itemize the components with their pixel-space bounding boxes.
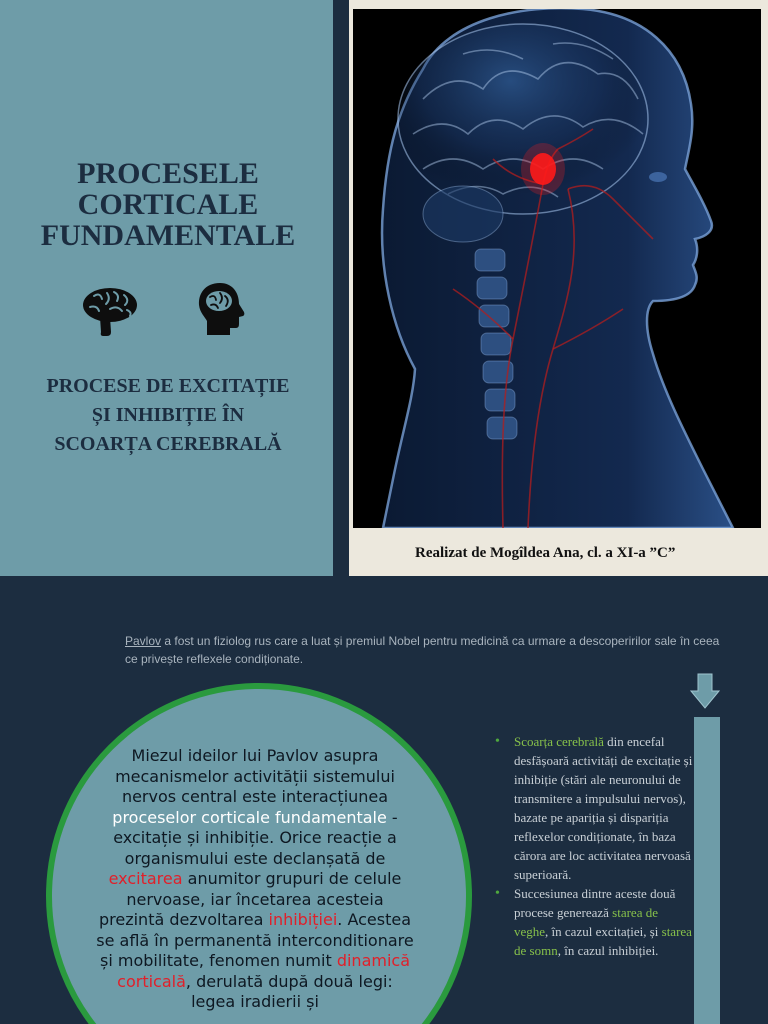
circle-text: anumitor grupuri de celule nervoase, iar încetarea acesteia prezintă dezvoltarea [98,869,402,929]
highlight-term: excitarea [108,869,183,888]
highlight-term: starea de veghe [514,905,658,939]
head-anatomy-xray-image [353,9,761,528]
highlight-term: proceselor corticale fundamentale [112,807,387,827]
title-line: PROCESELE [77,157,259,190]
circle-text: Miezul ideilor lui Pavlov asupra mecanismelor activității sistemului nervos central este interacțiunea [115,746,395,806]
head-brain-icon [190,281,250,337]
bullet-item [495,884,695,960]
highlight-term: dinamică corticală [117,951,411,991]
pavlov-link[interactable]: Pavlov [125,634,162,648]
content-slide [0,576,768,1024]
title-line: FUNDAMENTALE [40,219,296,252]
subtitle-line: ȘI INHIBIȚIE ÎN [91,404,245,426]
intro-paragraph [125,632,725,668]
author-credit: Realizat de Mogîldea Ana, cl. a XI-a ”C” [415,545,676,561]
bullet-text: , în cazul inhibiției. [557,943,659,958]
title-line: CORTICALE [77,188,259,221]
highlight-term: starea de somn [514,924,692,958]
bullet-text: Succesiunea dintre aceste două procese generează [514,886,676,920]
brain-icon [80,283,140,339]
slide-title [10,158,326,251]
subtitle-line: SCOARȚA CEREBRALĂ [54,433,282,455]
subtitle-line: PROCESE DE EXCITAȚIE [46,375,290,397]
bullet-item [495,732,695,884]
highlight-term: Scoarța cerebrală [514,734,604,749]
bullet-list [495,732,695,960]
slide-subtitle [20,372,316,459]
down-arrow-icon [690,673,720,709]
panel-divider [333,0,349,576]
circle-text: , derulată după două legi: legea iradierii și [185,971,393,1011]
bullet-text: , în cazul excitației, și [545,924,662,939]
bullet-text: din encefal desfășoară activități de excitație și inhibiție (stări ale neuronului de transmitere a impulsului nervos), bazate pe apariția și dispariția reflexelor condiționate, în baza cărora are loc activitatea nervoasă superioară. [514,734,693,882]
intro-text: a fost un fiziolog rus care a luat și premiul Nobel pentru medicină ca urmare a descoperirilor sale în ceea ce privește reflexele condiționate. [125,634,720,666]
vertical-bar [694,717,720,1024]
circle-text: . Acestea se află în permanentă interconditionare și mobilitate, fenomen numit [96,910,414,970]
circle-paragraph [95,746,415,1013]
highlight-term: inhibiției [268,910,338,929]
title-panel [0,0,333,576]
circle-text: - excitație și inhibiție. Orice reacție a organismului este declanșată de [113,807,398,868]
